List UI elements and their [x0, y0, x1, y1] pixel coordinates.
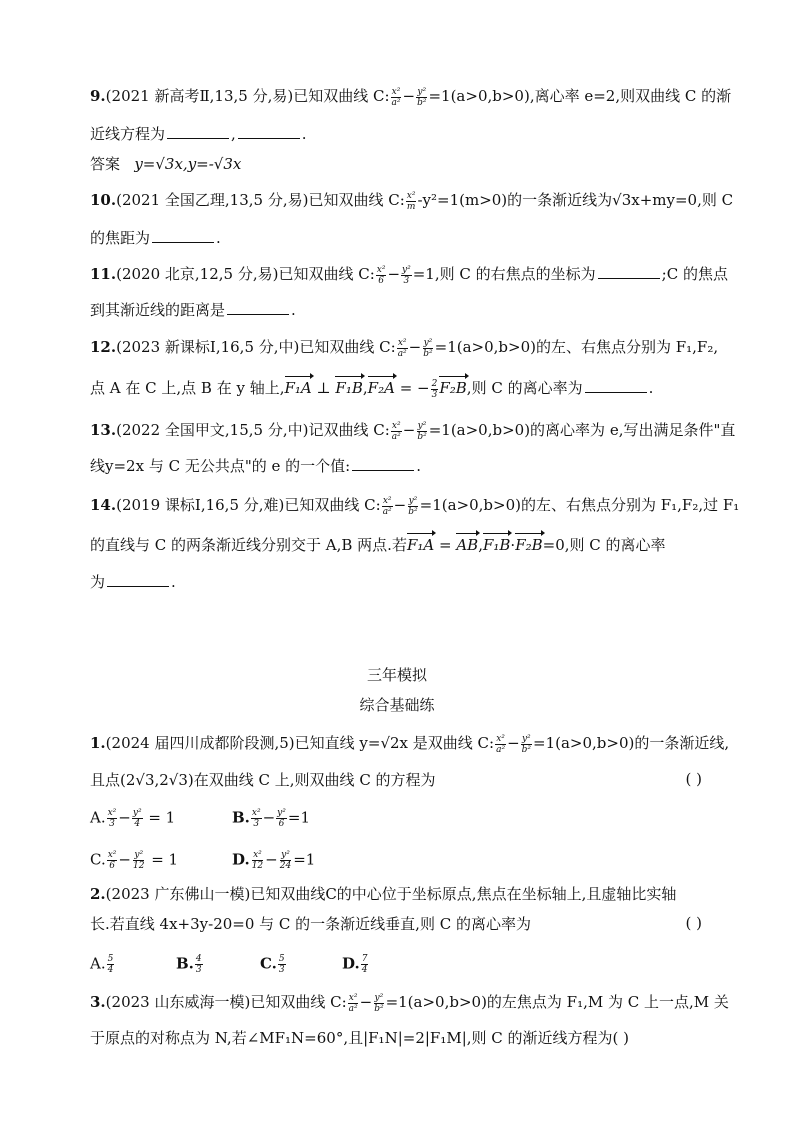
answer-blank[interactable]	[598, 264, 660, 279]
question-12-line2: 点 A 在 C 上,点 B 在 y 轴上,F₁A ⊥ F₁B,F₂A = − $\frac{2}{3}$ F₂B,则 C 的离心率为 .	[90, 378, 654, 400]
question-12: 12.(2023 新课标Ⅰ,16,5 分,中)已知双曲线 C: $\frac{\text{x²}}{\text{a²}}$ − $\frac{\text{y²}}{\text{b²}}$ =1(a>0,b>0)的左、右焦点分别为 F₁,F₂,	[90, 337, 719, 359]
question-14-line3: 为 .	[90, 573, 176, 591]
option-c[interactable]: C. $\frac{5}{3}$	[260, 954, 285, 975]
mock-question-2-line2: 长.若直线 4x+3y-20=0 与 C 的一条渐近线垂直,则 C 的离心率为	[90, 915, 531, 933]
answer-paren[interactable]: ( )	[685, 770, 702, 788]
question-13-line2: 线y=2x 与 C 无公共点"的 e 的一个值: .	[90, 457, 421, 475]
mock-question-1: 1.(2024 届四川成都阶段测,5)已知直线 y=√2x 是双曲线 C: $\frac{\text{x²}}{\text{a²}}$ − $\frac{\text{y²}}{\text{b²}}$ =1(a>0,b>0)的一条渐近线,	[90, 733, 730, 755]
question-9-line2: 近线方程为 , .	[90, 125, 307, 143]
question-11-line2: 到其渐近线的距离是 .	[90, 301, 296, 319]
option-b[interactable]: B. $\frac{\text{x²}}{3}$ − $\frac{\text{y²}}{6}$ =1	[232, 808, 310, 829]
question-14-line2: 的直线与 C 的两条渐近线分别交于 A,B 两点.若F₁A = AB,F₁B·F₂B=0,则 C 的离心率	[90, 536, 666, 554]
answer-9: 答案 y=√3x,y=-√3x	[90, 155, 242, 173]
question-9: 9.(2021 新高考Ⅱ,13,5 分,易)已知双曲线 C: $\frac{\text{x²}}{\text{a²}}$ − $\frac{\text{y²}}{\text{b²}}$ =1(a>0,b>0),离心率 e=2,则双曲线 C 的渐	[90, 86, 732, 108]
mock-question-1-line2: 且点(2√3,2√3)在双曲线 C 上,则双曲线 C 的方程为	[90, 771, 436, 789]
answer-paren[interactable]: ( )	[685, 914, 702, 932]
answer-blank[interactable]	[107, 572, 169, 587]
answer-blank[interactable]	[227, 300, 289, 315]
option-d[interactable]: D. $\frac{7}{4}$	[342, 954, 368, 975]
answer-blank[interactable]	[167, 124, 229, 139]
answer-blank[interactable]	[585, 378, 647, 393]
question-13: 13.(2022 全国甲文,15,5 分,中)记双曲线 C: $\frac{\text{x²}}{\text{a²}}$ − $\frac{\text{y²}}{\text{b²}}$ =1(a>0,b>0)的离心率为 e,写出满足条件"直	[90, 420, 736, 442]
option-b[interactable]: B. $\frac{4}{3}$	[176, 954, 202, 975]
question-14: 14.(2019 课标Ⅰ,16,5 分,难)已知双曲线 C: $\frac{\text{x²}}{\text{a²}}$ − $\frac{\text{y²}}{\text{b²}}$ =1(a>0,b>0)的左、右焦点分别为 F₁,F₂,过 F₁	[90, 495, 740, 517]
option-c[interactable]: C. $\frac{\text{x²}}{6}$ − $\frac{\text{y²}}{12}$ = 1	[90, 850, 179, 871]
question-10-line2: 的焦距为 .	[90, 229, 221, 247]
question-11: 11.(2020 北京,12,5 分,易)已知双曲线 C: $\frac{\text{x²}}{6}$ − $\frac{\text{y²}}{3}$ =1,则 C 的右焦点的坐标为 ;C 的焦点	[90, 264, 728, 286]
answer-blank[interactable]	[352, 456, 414, 471]
option-a[interactable]: A. $\frac{5}{4}$	[90, 954, 114, 975]
option-d[interactable]: D. $\frac{\text{x²}}{12}$ − $\frac{\text{y²}}{24}$ =1	[232, 850, 316, 871]
answer-blank[interactable]	[152, 228, 214, 243]
mock-question-3: 3.(2023 山东威海一模)已知双曲线 C: $\frac{\text{x²}}{\text{a²}}$ − $\frac{\text{y²}}{\text{b²}}$ =1(a>0,b>0)的左焦点为 F₁,M 为 C 上一点,M 关	[90, 992, 729, 1014]
section-title: 三年模拟	[366, 666, 427, 684]
answer-blank[interactable]	[238, 124, 300, 139]
section-subtitle: 综合基础练	[359, 696, 435, 714]
question-10: 10.(2021 全国乙理,13,5 分,易)已知双曲线 C: $\frac{\text{x²}}{m}$ -y²=1(m>0)的一条渐近线为√3x+my=0,则 C	[90, 190, 734, 212]
option-a[interactable]: A. $\frac{\text{x²}}{3}$ − $\frac{\text{y²}}{4}$ = 1	[90, 808, 176, 829]
mock-question-2: 2.(2023 广东佛山一模)已知双曲线C的中心位于坐标原点,焦点在坐标轴上,且虚轴比实轴	[90, 885, 677, 903]
mock-question-3-line2: 于原点的对称点为 N,若∠MF₁N=60°,且|F₁N|=2|F₁M|,则 C 的渐近线方程为( )	[90, 1029, 630, 1047]
